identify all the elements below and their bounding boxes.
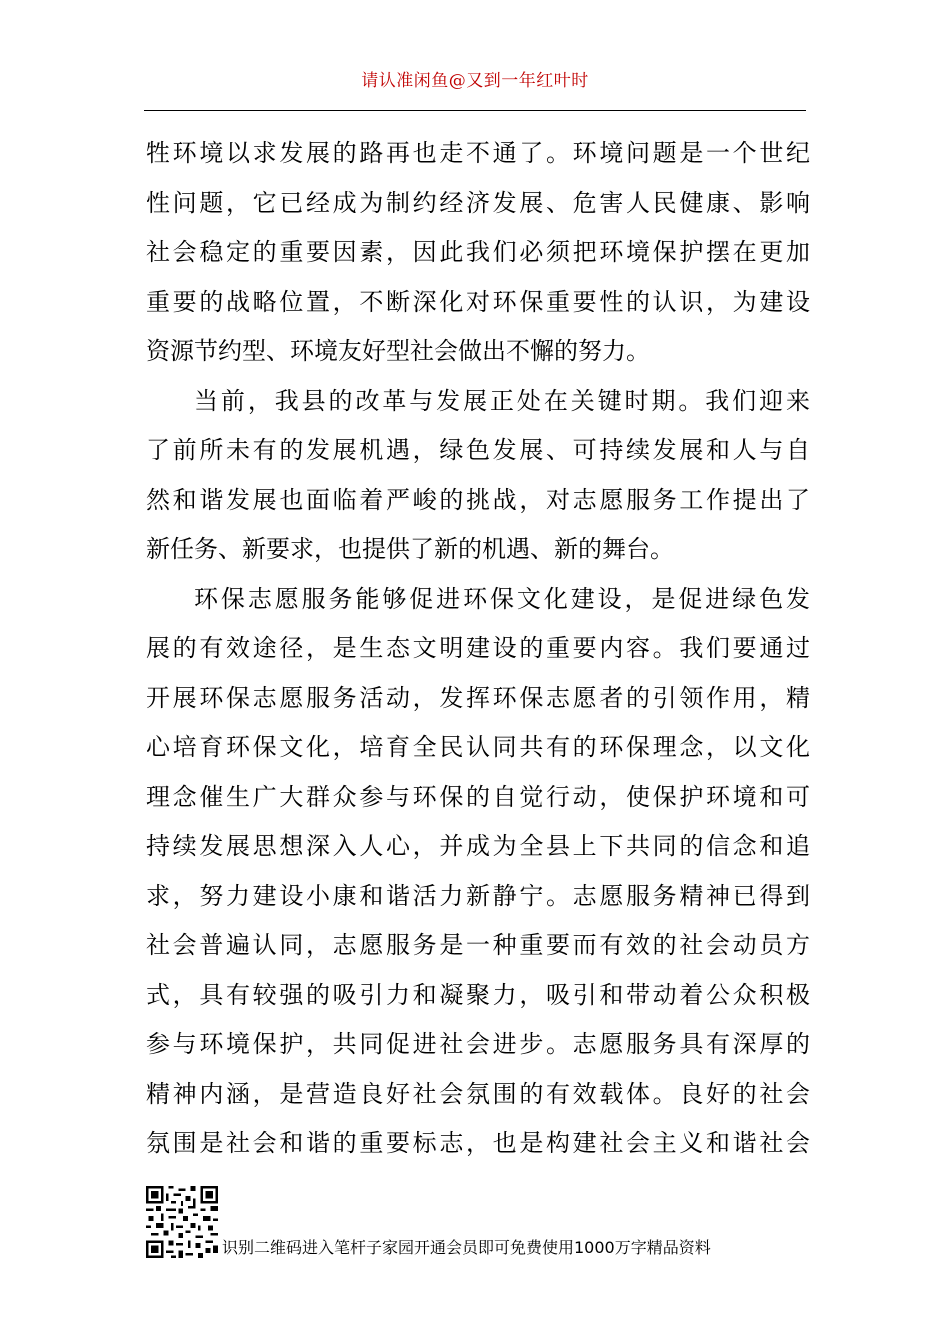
text-line: 性问题，它已经成为制约经济发展、危害人民健康、影响 xyxy=(146,188,810,217)
text-line: 了前所未有的发展机遇，绿色发展、可持续发展和人与自 xyxy=(146,436,810,464)
document-body xyxy=(146,129,810,1169)
text-line: 求，努力建设小康和谐活力新静宁。志愿服务精神已得到 xyxy=(146,881,810,910)
text-line: 当前，我县的改革与发展正处在关键时期。我们迎来 xyxy=(194,386,810,415)
text-line: 氛围是社会和谐的重要标志，也是构建社会主义和谐社会 xyxy=(146,1129,810,1157)
text-line: 牲环境以求发展的路再也走不通了。环境问题是一个世纪 xyxy=(146,139,810,167)
text-line: 新任务、新要求，也提供了新的机遇、新的舞台。 xyxy=(146,535,674,563)
text-line: 然和谐发展也面临着严峻的挑战，对志愿服务工作提出了 xyxy=(146,485,810,514)
text-line: 社会普遍认同，志愿服务是一种重要而有效的社会动员方 xyxy=(146,931,810,959)
text-line: 社会稳定的重要因素，因此我们必须把环境保护摆在更加 xyxy=(146,238,810,266)
text-line: 重要的战略位置，不断深化对环保重要性的认识，为建设 xyxy=(146,287,810,316)
footer-promo xyxy=(146,1186,816,1258)
text-line: 理念催生广大群众参与环保的自觉行动，使保护环境和可 xyxy=(146,782,810,811)
text-line: 环保志愿服务能够促进环保文化建设，是促进绿色发 xyxy=(194,584,810,613)
header-watermark: 请认准闲鱼@又到一年红叶时 xyxy=(361,71,589,91)
header-divider xyxy=(144,110,806,111)
qr-code-icon[interactable] xyxy=(146,1186,218,1258)
text-line: 开展环保志愿服务活动，发挥环保志愿者的引领作用，精 xyxy=(146,683,810,712)
text-line: 资源节约型、环境友好型社会做出不懈的努力。 xyxy=(146,337,650,365)
footer-promo-text: 识别二维码进入笔杆子家园开通会员即可免费使用1000万字精品资料 xyxy=(222,1238,711,1257)
text-line: 持续发展思想深入人心，并成为全县上下共同的信念和追 xyxy=(146,832,810,860)
text-line: 式，具有较强的吸引力和凝聚力，吸引和带动着公众积极 xyxy=(146,980,810,1009)
text-line: 参与环境保护，共同促进社会进步。志愿服务具有深厚的 xyxy=(146,1030,810,1058)
text-line: 心培育环保文化，培育全民认同共有的环保理念，以文化 xyxy=(146,733,810,761)
text-line: 精神内涵，是营造良好社会氛围的有效载体。良好的社会 xyxy=(146,1079,810,1108)
text-line: 展的有效途径，是生态文明建设的重要内容。我们要通过 xyxy=(146,634,810,662)
